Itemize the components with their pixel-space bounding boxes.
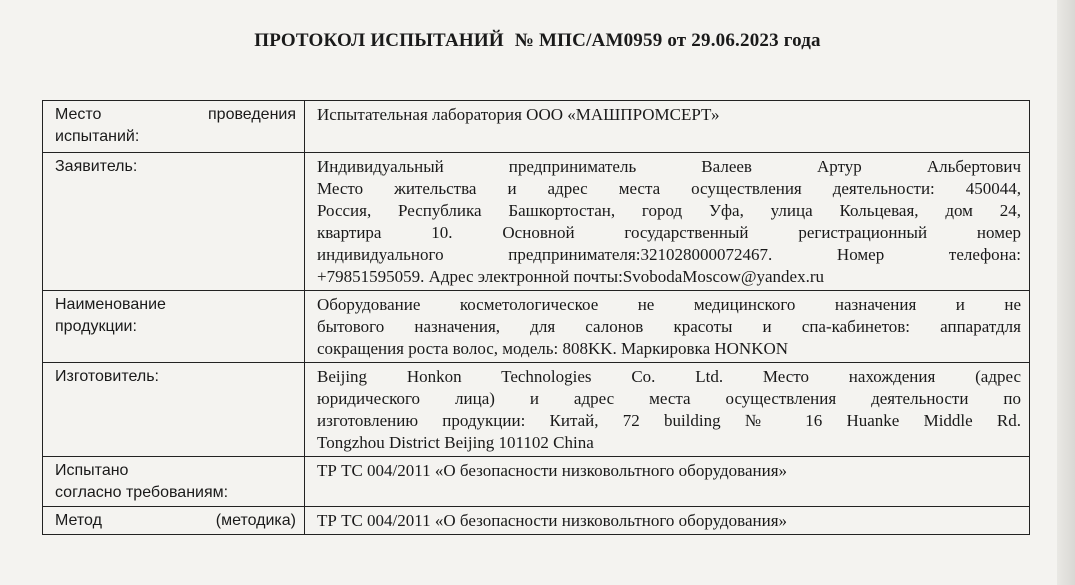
label-cell-applicant: [43, 153, 305, 291]
manufacturer-line: Tongzhou District Beijing 101102 China: [317, 433, 594, 452]
applicant-line: +79851595059. Адрес электронной почты:SvobodaMoscow@yandex.ru: [317, 267, 825, 286]
value-cell-applicant: [305, 153, 1030, 291]
applicant-line: Место жительства и адрес места осуществления деятельности: 450044,: [317, 179, 1021, 198]
page-edge: [1057, 0, 1075, 585]
manufacturer-line: изготовлению продукции: Китай, 72 building № 16 Huanke Middle Rd.: [317, 411, 1021, 430]
table-row-place: [43, 101, 1030, 153]
product-line: бытового назначения, для салонов красоты и спа-кабинетов: аппаратдля: [317, 317, 1021, 336]
product-label-line1: Наименование: [55, 296, 166, 313]
applicant-line: индивидуального предпринимателя:321028000072467. Номер телефона:: [317, 245, 1021, 264]
manufacturer-label: Изготовитель:: [55, 368, 159, 385]
value-cell-place: [305, 101, 1030, 153]
applicant-line: Индивидуальный предприниматель Валеев Артур Альбертович: [317, 157, 1021, 176]
place-value: Испытательная лаборатория ООО «МАШПРОМСЕРТ»: [317, 105, 720, 124]
value-cell-manufacturer: [305, 363, 1030, 457]
product-line: сокращения роста волос, модель: 808KK. Маркировка HONKON: [317, 339, 789, 358]
table-row-tested: [43, 457, 1030, 507]
tested-label-line1: Испытано: [55, 462, 129, 479]
protocol-title-number: № МПС/АМ0959 от 29.06.2023 года: [514, 30, 821, 51]
table-row-product: [43, 291, 1030, 363]
protocol-table: [42, 100, 1030, 535]
table-row-manufacturer: [43, 363, 1030, 457]
place-label-word2: проведения: [208, 106, 296, 123]
manufacturer-line: юридического лица) и адрес места осуществления деятельности по: [317, 389, 1021, 408]
applicant-label: Заявитель:: [55, 158, 138, 175]
label-cell-place: [43, 101, 305, 153]
manufacturer-line: Beijing Honkon Technologies Co. Ltd. Место нахождения (адрес: [317, 367, 1021, 386]
place-label-line2: испытаний:: [55, 128, 140, 145]
value-cell-product: [305, 291, 1030, 363]
label-cell-method: [43, 507, 305, 535]
label-cell-product: [43, 291, 305, 363]
label-cell-manufacturer: [43, 363, 305, 457]
method-value: ТР ТС 004/2011 «О безопасности низковольтного оборудования»: [317, 511, 788, 530]
table-row-applicant: [43, 153, 1030, 291]
protocol-title-main: ПРОТОКОЛ ИСПЫТАНИЙ: [254, 30, 504, 51]
place-label-word1: Место: [55, 106, 102, 123]
value-cell-method: [305, 507, 1030, 535]
method-label-word2: (методика): [215, 512, 296, 529]
applicant-line: квартира 10. Основной государственный регистрационный номер: [317, 223, 1021, 242]
label-cell-tested: [43, 457, 305, 507]
applicant-line: Россия, Республика Башкортостан, город Уфа, улица Кольцевая, дом 24,: [317, 201, 1021, 220]
table-row-method: [43, 507, 1030, 535]
tested-label-line2: согласно требованиям:: [55, 484, 229, 501]
value-cell-tested: [305, 457, 1030, 507]
tested-value: ТР ТС 004/2011 «О безопасности низковольтного оборудования»: [317, 461, 788, 480]
product-label-line2: продукции:: [55, 318, 137, 335]
protocol-title: [0, 30, 1075, 52]
method-label-word1: Метод: [55, 512, 102, 529]
product-line: Оборудование косметологическое не медицинского назначения и не: [317, 295, 1021, 314]
